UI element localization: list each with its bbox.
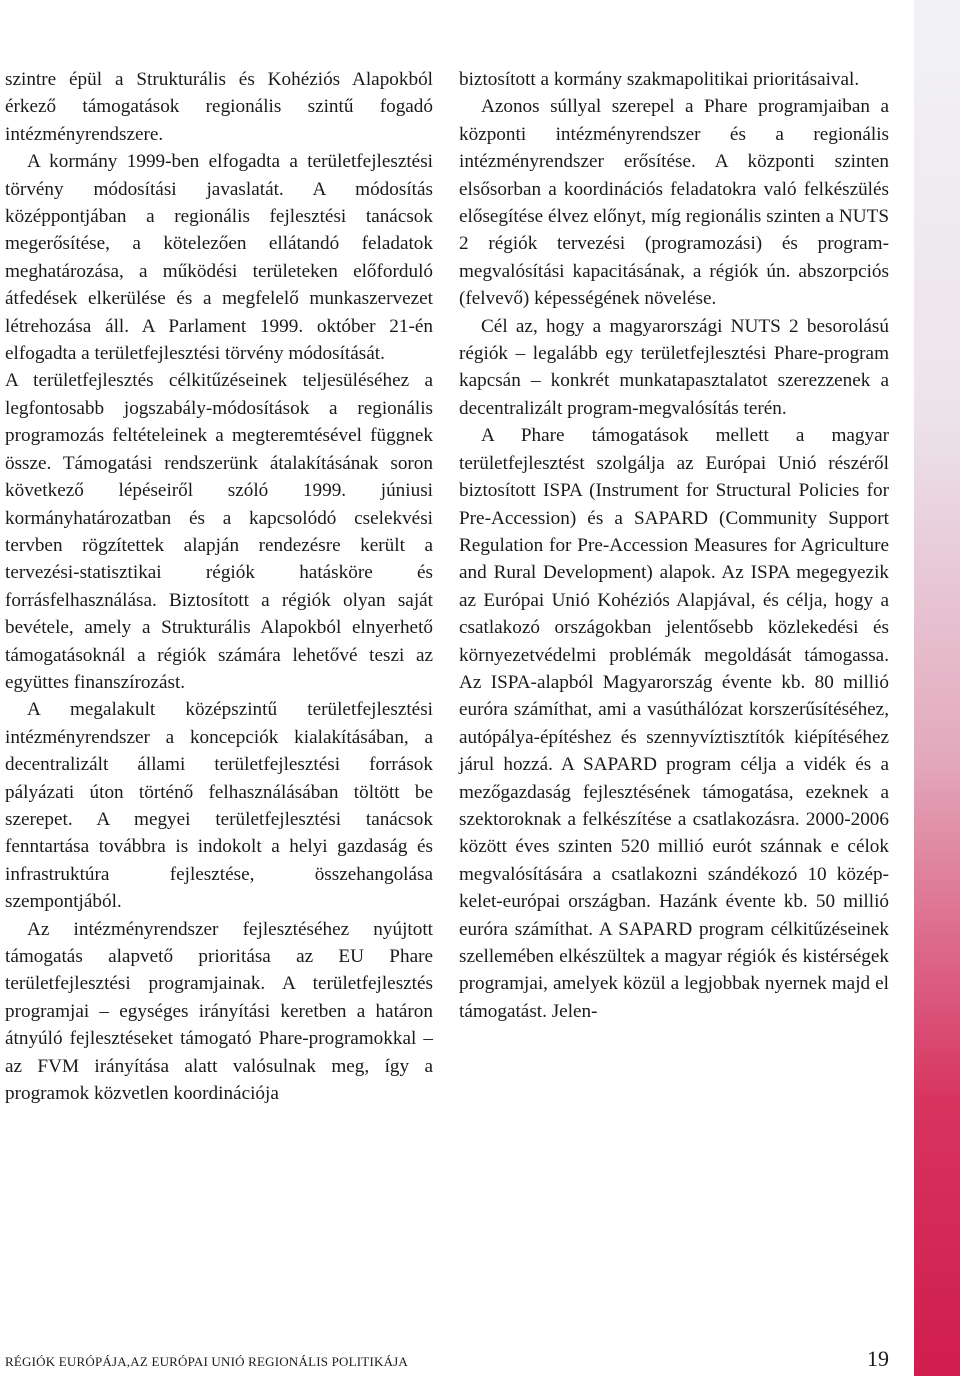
paragraph: biztosított a kormány szakmapolitikai prioritásaival. [459, 69, 860, 90]
paragraph: Cél az, hogy a magyarországi NUTS 2 besorolású régiók – legalább egy területfejlesztési Phare-program kapcsán – konkrét munkatapasztalatot szerezzenek a decentralizált program-megvalósítás terén. [459, 315, 889, 419]
paragraph: Azonos súllyal szerepel a Phare programjaiban a központi intézményrendszer és a regionális intézményrendszer erősítése. A központi szinten elsősorban a koordinációs feladatokra való felkészülés elősegítése élvez előnyt, míg regionális szinten a NUTS 2 régiók tervezési (programozási) és program-megvalósítási kapacitásának, a régiók ún. abszorpciós (felvevő) képességének növelése. [459, 96, 889, 310]
paragraph: Az intézményrendszer fejlesztéséhez nyújtott támogatás alapvető prioritása az EU Phare területfejlesztési programjainak. A területfejlesztés programjai – egységes irányítási keretben a határon átnyúló fejlesztéseket támogató Phare-programokkal – az FVM irányítása alatt valósulnak meg, így a programok közvetlen koordinációja [5, 918, 433, 1105]
paragraph: A kormány 1999-ben elfogadta a területfejlesztési törvény módosítási javaslatát. A módosítás középpontjában a regionális fejlesztési tanácsok megerősítése, a kötelezően ellátandó feladatok meghatározása, a működési területeken előforduló átfedések elkerülése és a megfelelő munkaszervezet létrehozása áll. A Parlament 1999. október 21-én elfogadta a területfejlesztési törvény módosítását. [5, 151, 433, 365]
right-text-column [459, 66, 889, 1025]
left-text-column [5, 66, 433, 1107]
decorative-edge-strip [914, 0, 960, 1376]
running-footer-title: RÉGIÓK EURÓPÁJA,AZ EURÓPAI UNIÓ REGIONÁLIS POLITIKÁJA [5, 1354, 408, 1369]
paragraph: A Phare támogatások mellett a magyar területfejlesztést szolgálja az Európai Unió részéről biztosított ISPA (Instrument for Structural Policies for Pre-Accession) és a SAPARD (Community Support Regulation for Pre-Accession Measures for Agriculture and Rural Development) alapok. Az ISPA megegyezik az Európai Unió Kohéziós Alapjával, és célja, hogy a csatlakozó országokban jelentősebb közlekedési és környezetvédelmi problémák megoldását támogassa. Az ISPA-alapból Magyarország évente kb. 80 millió euróra számíthat, ami a vasúthálózat korszerűsítéséhez, autópálya-építéshez és szennyvíztisztítók kiépítéséhez járul hozzá. A SAPARD program célja a vidék és a mezőgazdaság fejlesztésének támogatása, ezeknek a szektoroknak a felkészítése a csatlakozásra. 2000-2006 között éves szinten 520 millió eurót szánnak e célok megvalósítására a csatlakozni szándékozó 10 közép-kelet-európai országban. Hazánk évente kb. 50 millió euróra számíthat. A SAPARD program célkitűzéseinek szellemében elkészültek a magyar régiók és kistérségek programjai, amelyek közül a legjobbak nyernek majd el támogatást. Jelen- [459, 425, 889, 1022]
page-number: 19 [867, 1346, 889, 1371]
paragraph: A megalakult középszintű területfejlesztési intézményrendszer a koncepciók kialakításában, a decentralizált állami területfejlesztési források pályázati úton történő felhasználásában töltött be szerepet. A megyei területfejlesztési tanácsok fenntartása továbbra is indokolt a helyi gazdaság és infrastruktúra fejlesztése, összehangolása szempontjából. [5, 699, 433, 913]
paragraph: szintre épül a Strukturális és Kohéziós Alapokból érkező támogatások regionális szintű fogadó intézményrendszere. [5, 69, 433, 145]
paragraph: A területfejlesztés célkitűzéseinek teljesüléséhez a legfontosabb jogszabály-módosítások a regionális programozás feltételeinek a megteremtésével függnek össze. Támogatási rendszerünk átalakításának soron következő lépéseiről szóló 1999. júniusi kormányhatározatban és a kapcsolódó cselekvési tervben rögzítettek alapján rendezésre került a tervezési-statisztikai régiók hatásköre és forrásfelhasználása. Biztosított a régiók olyan saját bevétele, amely a Strukturális Alapokból elnyerhető támogatásoknál a régiók számára lehetővé teszi az együttes finanszírozást. [5, 370, 433, 693]
